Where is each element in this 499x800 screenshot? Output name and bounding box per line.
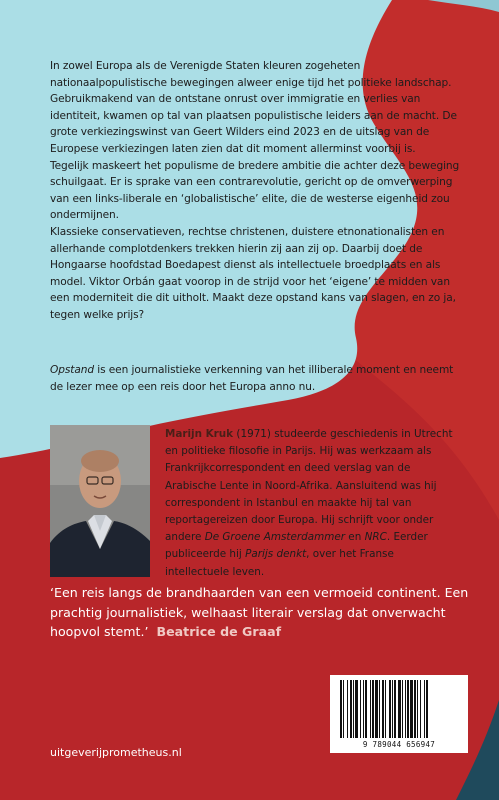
blurb-paragraph-1: In zowel Europa als de Verenigde Staten kleuren zogeheten nationaalpopulistische bewegingen alweer enige tijd het politieke landschap. Gebruikmakend van de ontstane onrust over immigratie en verlies van identiteit, kwamen op tal van plaatsen populistische leiders aan de macht. De grote verkiezingswinst van Geert Wilders eind 2023 en de uitslag van de Europese verkiezingen laten zien dat dit moment allerminst voorbij is. bbox=[50, 60, 457, 155]
barcode-bar bbox=[389, 680, 391, 738]
barcode-bar bbox=[417, 680, 418, 738]
author-bio bbox=[165, 426, 460, 581]
quote-source: Beatrice de Graaf bbox=[156, 624, 282, 639]
barcode-bar bbox=[353, 680, 354, 738]
author-photo bbox=[50, 425, 150, 577]
barcode-bar bbox=[382, 680, 384, 738]
barcode-bar bbox=[343, 680, 344, 738]
barcode-bar bbox=[398, 680, 401, 738]
barcode bbox=[330, 675, 468, 753]
quote-text: ‘Een reis langs de brandhaarden van een vermoeid continent. Een prachtig journalistiek, welhaast literair verslag dat onverwacht hoopvol stemt.’ bbox=[50, 585, 469, 639]
isbn-number: 9 789044 656947 bbox=[362, 740, 436, 749]
bio-text-4: , over het Franse intellectuele leven. bbox=[165, 548, 394, 578]
review-quote bbox=[50, 583, 475, 642]
barcode-bar bbox=[424, 680, 425, 738]
barcode-bar bbox=[365, 680, 367, 738]
publisher-url[interactable]: uitgeverijprometheus.nl bbox=[50, 746, 182, 759]
blurb bbox=[50, 58, 460, 324]
opstand-paragraph bbox=[50, 362, 460, 395]
blurb-paragraph-2: Tegelijk maskeert het populisme de bredere ambitie die achter deze beweging schuilgaat. Er is sprake van een contrarevolutie, gericht op de omverwerping van een links-liberale en ‘globalistische’ elite, die de westerse eigenheid zou ondermijnen. bbox=[50, 159, 460, 222]
barcode-bar bbox=[426, 680, 428, 738]
barcode-bar bbox=[355, 680, 358, 738]
barcode-bar bbox=[407, 680, 409, 738]
blurb-paragraph-3: Klassieke conservatieven, rechtse christenen, duistere etnonationalisten en allerhande complotdenkers trekken hierin zij aan zij op. Daarbij doet de Hongaarse hoofdstad Boedapest dienst als intellectuele broedplaats en als model. Viktor Orbán gaat voorop in de strijd voor het ‘eigene’ te midden van een moderniteit die dit uitholt. Maakt deze opstand kans van slagen, en zo ja, tegen welke prijs? bbox=[50, 225, 456, 321]
barcode-bar bbox=[414, 680, 416, 738]
barcode-bar bbox=[372, 680, 374, 738]
barcode-bar bbox=[420, 680, 421, 738]
barcode-bar bbox=[385, 680, 386, 738]
opstand-text: is een journalistieke verkenning van het illiberale moment en neemt de lezer mee op een reis door het Europa anno nu. bbox=[50, 364, 454, 393]
bio-text-1: (1971) studeerde geschiedenis in Utrecht en politieke filosofie in Parijs. Hij was werkzaam als Frankrijkcorrespondent en deed verslag van de Arabische Lente in Noord-Afrika. Aansluitend was hij correspondent in Istanbul en maakte hij tal van reportagereizen door Europa. Hij schrijft voor onder andere bbox=[165, 428, 453, 544]
bio-text-2: en bbox=[345, 531, 365, 544]
barcode-bar bbox=[405, 680, 406, 738]
author-name: Marijn Kruk bbox=[165, 428, 234, 440]
barcode-bar bbox=[350, 680, 352, 738]
barcode-bar bbox=[340, 680, 342, 738]
book-parijs-denkt: Parijs denkt bbox=[245, 548, 307, 561]
barcode-bar bbox=[410, 680, 413, 738]
barcode-bar bbox=[360, 680, 361, 738]
barcode-bar bbox=[392, 680, 393, 738]
book-title: Opstand bbox=[50, 364, 94, 376]
barcode-bar bbox=[363, 680, 364, 738]
barcode-bar bbox=[402, 680, 403, 738]
barcode-bar bbox=[347, 680, 348, 738]
bio-text-3: . Eerder publiceerde hij bbox=[165, 531, 428, 561]
barcode-bar bbox=[394, 680, 396, 738]
publication-groene: De Groene Amsterdammer bbox=[204, 531, 345, 544]
publication-nrc: NRC bbox=[364, 531, 387, 544]
barcode-bar bbox=[370, 680, 371, 738]
barcode-bar bbox=[379, 680, 380, 738]
barcode-bar bbox=[375, 680, 378, 738]
